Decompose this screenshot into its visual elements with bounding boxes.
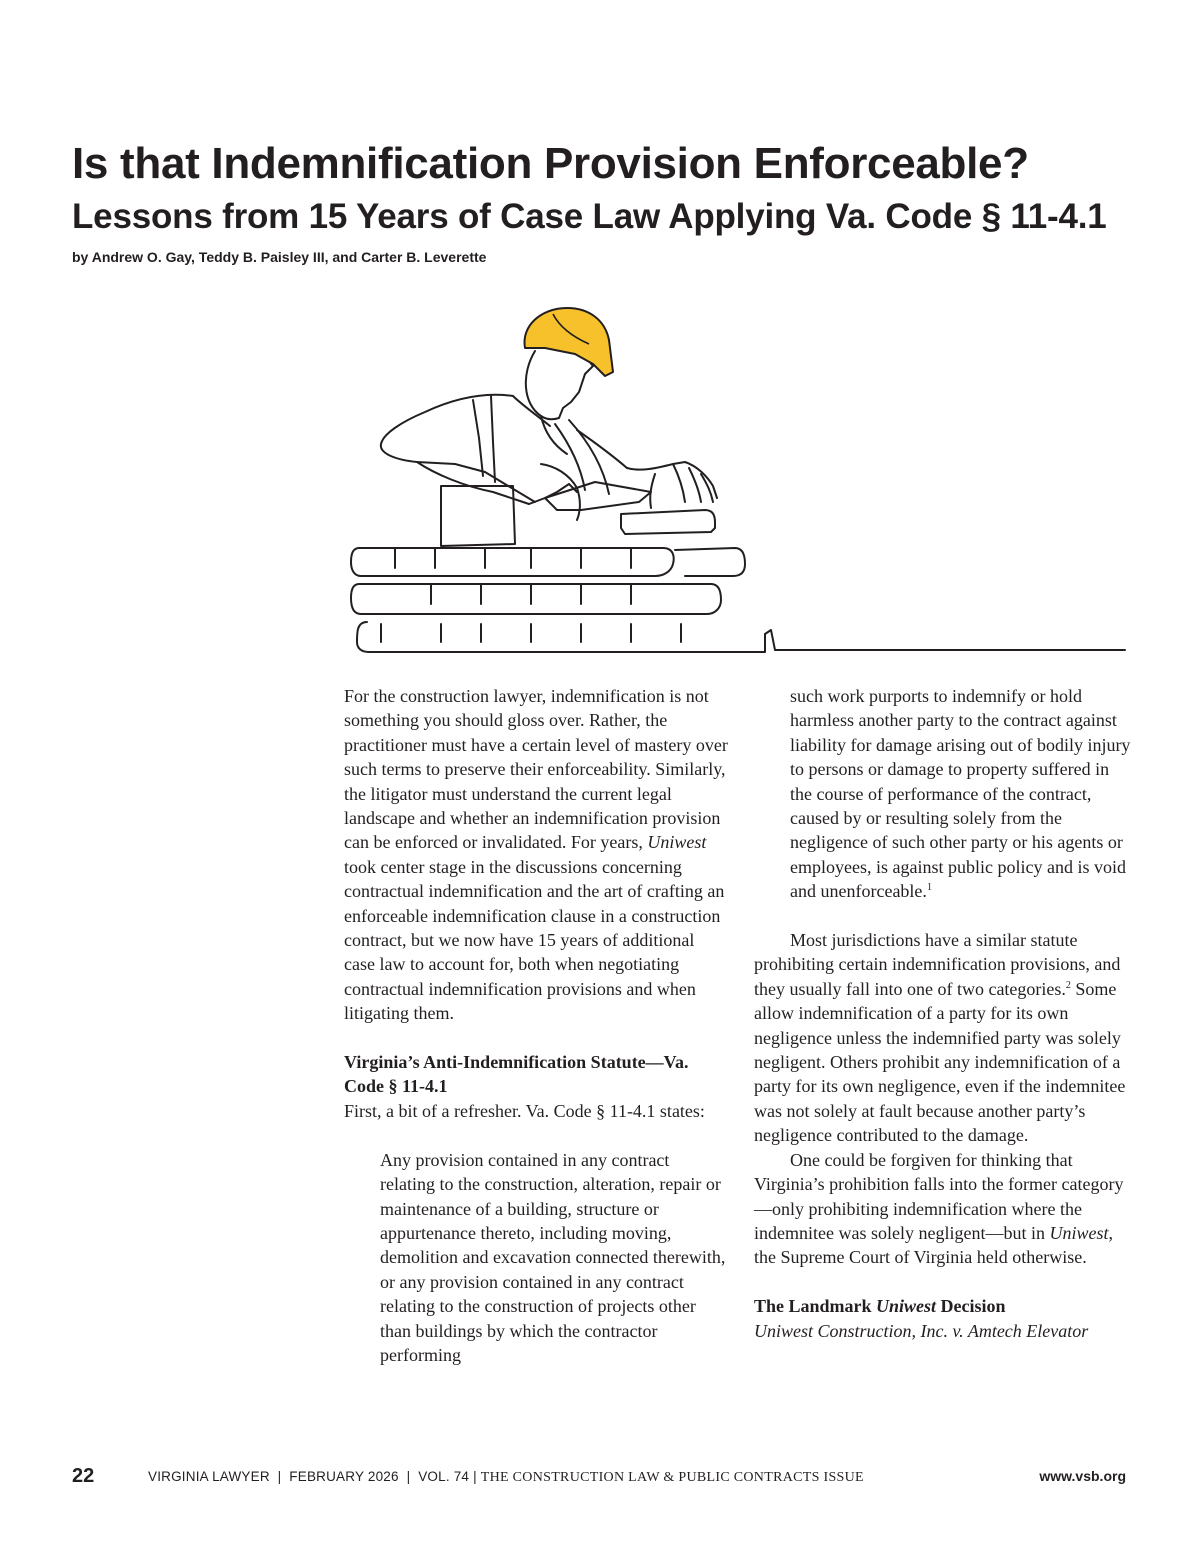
statute-quote-part1: Any provision contained in any contract relating to the construction, alteration, repair or maintenance of a building, structure or appurtenance thereto, including moving, demolition and excavation connected therewith, or any provision contained in any contract relating to the construction of projects other than buildings by which the contractor performing (380, 1149, 726, 1365)
body-paragraph: Most jurisdictions have a similar statute prohibiting certain indemnification provisions, and they usually fall into one of two categories.$^2$ Some allow indemnification of a party for its own negligence unless the indemnified party was solely negligent. Others prohibit any indemnification of a party for its own negligence, even if the indemnitee was not solely at fault because another party’s negligence contributed to the damage. (754, 930, 1126, 1146)
journal-info: VIRGINIA LAWYER | FEBRUARY 2026 | VOL. 74 | THE CONSTRUCTION LAW & PUBLIC CONTRACTS ISSUE (148, 1469, 864, 1485)
intro-paragraph: For the construction lawyer, indemnification is not something you should gloss over. Rather, the practitioner must have a certain level of mastery over such terms to preserve their enforceability. Similarly, the litigator must understand the current legal landscape and whether an indemnification provision can be enforced or invalidated. For years, Uniwest took center stage in the discussions concerning contractual indemnification and the art of crafting an enforceable indemnification clause in a construction contract, but we now have 15 years of additional case law to account for, both when negotiating contractual indemnification provisions and when litigating them. (344, 686, 728, 1024)
article-subtitle: Lessons from 15 Years of Case Law Applying Va. Code § 11-4.1 (72, 197, 1107, 236)
website-link[interactable]: www.vsb.org (1039, 1468, 1126, 1484)
footnote-marker: 1 (926, 882, 932, 894)
page-footer (0, 1465, 1200, 1495)
bricklayer-illustration (345, 296, 1135, 662)
section-heading-uniwest: The Landmark Uniwest Decision (754, 1296, 1006, 1317)
right-column (754, 684, 1134, 1343)
section-heading-statute: Virginia’s Anti-Indemnification Statute—Va. Code § 11-4.1 (344, 1052, 689, 1097)
left-column (344, 684, 728, 1367)
page-number: 22 (72, 1465, 95, 1487)
hard-hat-icon (524, 308, 613, 376)
footnote-marker: 2 (1065, 979, 1071, 991)
statute-quote-part2: such work purports to indemnify or hold harmless another party to the contract against liability for damage arising out of bodily injury to persons or damage to property suffered in the course of performance of the contract, caused by or resulting solely from the negligence of such other party or his agents or employees, is against public policy and is void and unenforceable.$^1$ (790, 686, 1131, 902)
case-citation: Uniwest Construction, Inc. v. Amtech Elevator (754, 1320, 1089, 1341)
byline: by Andrew O. Gay, Teddy B. Paisley III, and Carter B. Leverette (72, 249, 487, 265)
body-paragraph: One could be forgiven for thinking that Virginia’s prohibition falls into the former category—only prohibiting indemnification where the indemnitee was solely negligent—but in Uniwest, the Supreme Court of Virginia held otherwise. (754, 1149, 1124, 1268)
article-title: Is that Indemnification Provision Enforceable? (72, 139, 1029, 188)
refresher-paragraph: First, a bit of a refresher. Va. Code § 11-4.1 states: (344, 1100, 705, 1121)
